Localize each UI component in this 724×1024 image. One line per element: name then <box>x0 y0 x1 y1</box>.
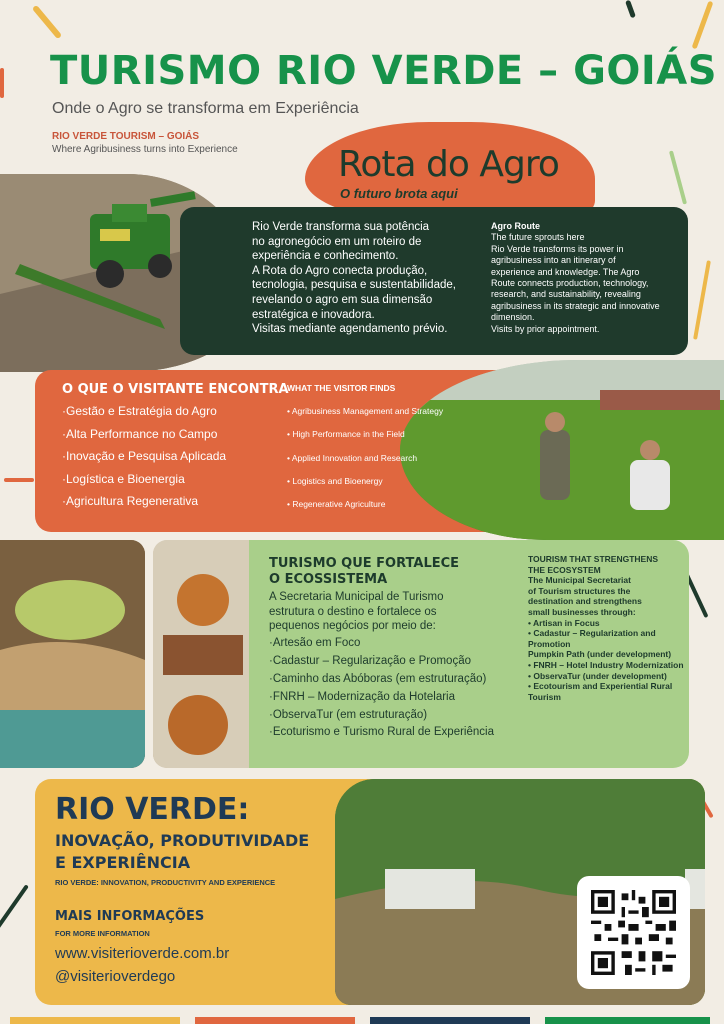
ecosystem-intro-line: estrutura o destino e fortalece os <box>269 605 437 618</box>
rota-pt-line: Rio Verde transforma sua potência <box>252 221 430 233</box>
rota-en-line: agribusiness in its strategic and innovative <box>491 300 660 311</box>
farmers-illustration <box>400 360 724 540</box>
rota-description-en <box>491 221 681 335</box>
visitor-en-item: • Agribusiness Management and Strategy <box>287 406 444 416</box>
page-subtitle: Onde o Agro se transforma em Experiência <box>52 100 359 117</box>
bottom-strip-navy <box>370 1017 530 1024</box>
more-info-heading: MAIS INFORMAÇÕES <box>55 909 205 924</box>
footer-subtitle <box>55 830 325 874</box>
ecosystem-en-intro: The Municipal Secretariat <box>528 575 631 586</box>
visitor-en-item: • High Performance in the Field <box>287 429 405 440</box>
rota-pt-line: estratégica e inovadora. <box>252 308 375 321</box>
ecosystem-intro-line: pequenos negócios por meio de: <box>269 620 436 632</box>
footer-title: RIO VERDE: <box>55 792 250 827</box>
decorative-line <box>0 884 29 935</box>
visitor-en-heading: WHAT THE VISITOR FINDS <box>287 383 396 393</box>
rota-pt-line: tecnologia, pesquisa e sustentabilidade, <box>252 279 456 292</box>
instagram-handle[interactable]: @visiterioverdego <box>55 968 176 985</box>
visitor-item: ·Alta Performance no Campo <box>62 426 218 441</box>
qr-code-icon <box>591 890 676 975</box>
rota-pt-line: A Rota do Agro conecta produção, <box>252 264 428 277</box>
decorative-line <box>0 68 4 98</box>
ecosystem-en-heading: THE ECOSYSTEM <box>528 564 601 575</box>
visitor-en-item: • Applied Innovation and Research <box>287 452 418 463</box>
visitor-en-item: • Regenerative Agriculture <box>287 499 386 510</box>
rota-title: Rota do Agro <box>338 144 559 185</box>
ecosystem-intro-line: A Secretaria Municipal de Turismo <box>269 591 444 603</box>
ecosystem-en-item: • Cadastur – Regularization and Promotion <box>528 628 656 649</box>
ecosystem-heading-line: TURISMO QUE FORTALECE <box>269 556 460 571</box>
rota-en-line: research, and sustainability, revealing <box>491 289 641 300</box>
handicraft-photo <box>153 540 249 768</box>
rota-en-line: Route connects production, technology, <box>491 278 649 289</box>
farmers-in-field-photo <box>400 360 724 540</box>
ecosystem-en-item: Pumpkin Path (under development) <box>528 649 672 660</box>
visitor-item: ·Gestão e Estratégia do Agro <box>62 404 217 418</box>
visitor-item: ·Agricultura Regenerativa <box>62 494 199 508</box>
footer-subtitle-line: INOVAÇÃO, PRODUTIVIDADE <box>55 831 310 850</box>
ecosystem-en-intro: small businesses through: <box>528 606 636 617</box>
ecosystem-item: ·FNRH – Modernização da Hotelaria <box>269 690 455 703</box>
footer-en-subtitle: RIO VERDE: INNOVATION, PRODUCTIVITY AND EXPERIENCE <box>55 878 276 887</box>
website-link[interactable]: www.visiterioverde.com.br <box>55 945 230 962</box>
ecosystem-item: ·Caminho das Abóboras (em estruturação) <box>269 672 487 685</box>
rota-pt-line: revelando o agro em sua dimensão <box>252 293 433 306</box>
bottom-strip-orange <box>195 1017 355 1024</box>
ecosystem-list <box>269 636 507 756</box>
rota-en-line: Visits by prior appointment. <box>491 323 600 334</box>
ecosystem-en-item: • ObservaTur (under development) <box>528 670 667 681</box>
decorative-line <box>692 1 714 50</box>
rota-en-line: experience and knowledge. The Agro <box>491 266 640 277</box>
cave-illustration <box>0 540 145 768</box>
bottom-strip-yellow <box>10 1017 180 1024</box>
english-subtitle: Where Agribusiness turns into Experience <box>52 144 238 155</box>
craft-illustration <box>153 540 249 768</box>
rota-description-pt <box>252 220 477 337</box>
rota-en-line: dimension. <box>491 312 535 323</box>
ecosystem-en-item: • FNRH – Hotel Industry Modernization <box>528 659 684 670</box>
ecosystem-en <box>528 554 688 702</box>
ecosystem-en-heading: TOURISM THAT STRENGTHENS <box>528 554 659 564</box>
visitor-list <box>62 404 226 517</box>
rota-pt-line: no agronegócio em um roteiro de <box>252 235 422 248</box>
ecosystem-item: ·Artesão em Foco <box>269 636 361 649</box>
visitor-heading: O QUE O VISITANTE ENCONTRA <box>62 382 289 397</box>
ecosystem-en-item: • Ecotourism and Experiential Rural Tourism <box>528 681 673 702</box>
decorative-line <box>32 5 62 39</box>
decorative-line <box>4 478 34 482</box>
visitor-en-item: • Logistics and Bioenergy <box>287 475 383 486</box>
visitor-item: ·Inovação e Pesquisa Aplicada <box>62 449 227 463</box>
qr-code[interactable] <box>577 876 690 989</box>
rota-en-line: agribusiness into an itinerary of <box>491 255 616 266</box>
rota-en-heading: Agro Route <box>491 221 540 231</box>
ecosystem-en-list <box>528 618 688 703</box>
english-header <box>52 130 238 156</box>
rota-pt-line: Visitas mediante agendamento prévio. <box>252 323 448 336</box>
decorative-line <box>669 150 687 204</box>
ecosystem-item: ·Cadastur – Regularização e Promoção <box>269 654 471 667</box>
decorative-line <box>625 0 636 18</box>
cave-waterfall-photo <box>0 540 145 768</box>
ecosystem-item: ·Ecoturismo e Turismo Rural de Experiência <box>269 725 494 738</box>
ecosystem-body <box>269 590 507 756</box>
ecosystem-en-intro: of Tourism structures the <box>528 585 631 596</box>
footer-subtitle-line: E EXPERIÊNCIA <box>55 853 191 872</box>
rota-tagline: O futuro brota aqui <box>340 186 458 201</box>
page-title: TURISMO RIO VERDE – GOIÁS <box>50 48 718 94</box>
decorative-line <box>693 260 711 339</box>
ecosystem-heading-line: O ECOSSISTEMA <box>269 572 388 587</box>
visitor-item: ·Logística e Bioenergia <box>62 471 185 486</box>
visitor-en-list <box>287 406 443 522</box>
english-title: RIO VERDE TOURISM – GOIÁS <box>52 131 200 142</box>
ecosystem-en-item: • Artisan in Focus <box>528 617 600 628</box>
more-info-en: FOR MORE INFORMATION <box>55 929 150 938</box>
ecosystem-heading <box>269 556 459 588</box>
ecosystem-item: ·ObservaTur (em estruturação) <box>269 708 428 721</box>
ecosystem-en-intro: destination and strengthens <box>528 596 642 607</box>
bottom-strip-green <box>545 1017 710 1024</box>
rota-pt-line: experiência e conhecimento. <box>252 250 399 263</box>
rota-en-line: The future sprouts here <box>491 232 585 243</box>
rota-en-line: Rio Verde transforms its power in <box>491 243 624 254</box>
